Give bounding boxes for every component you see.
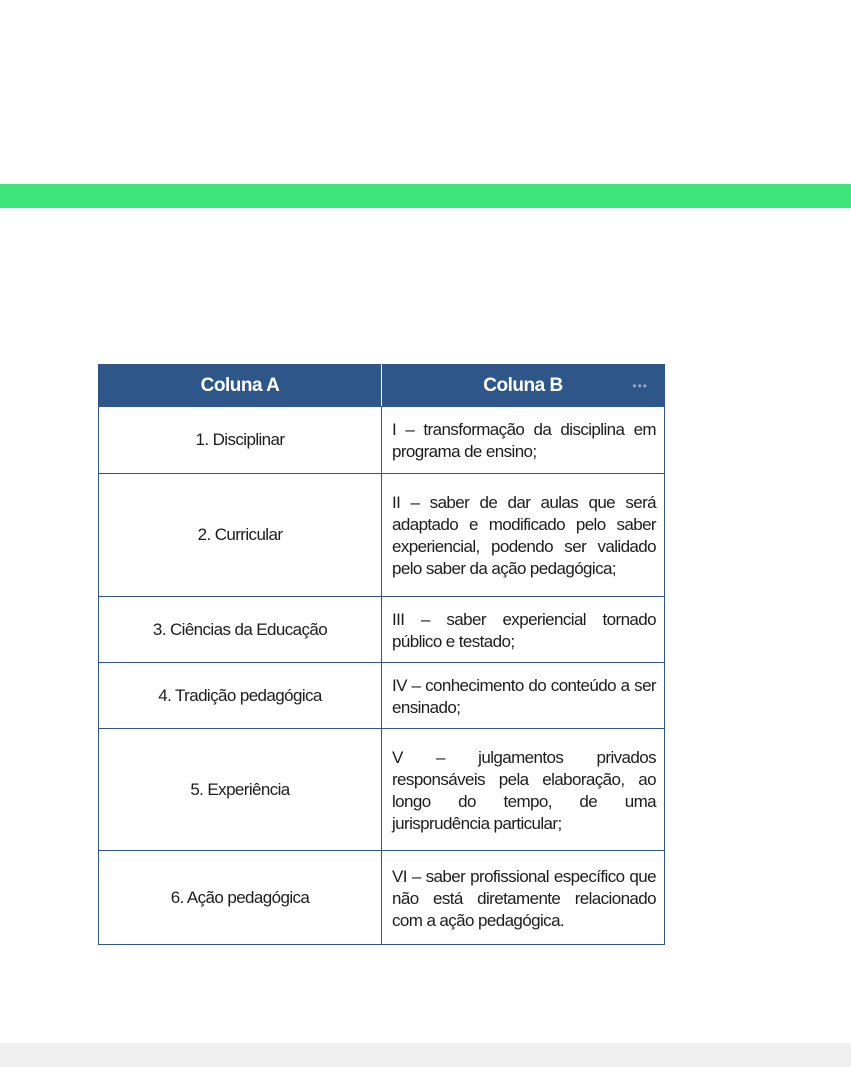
column-b-cell: IV – conhecimento do conteúdo a ser ensinado; xyxy=(382,663,665,729)
column-a-cell: 4. Tradição pedagógica xyxy=(99,663,382,729)
matching-table xyxy=(98,364,665,945)
table-row xyxy=(99,597,665,663)
column-a-cell: 1. Disciplinar xyxy=(99,407,382,474)
column-a-cell: 3. Ciências da Educação xyxy=(99,597,382,663)
column-b-cell: V – julgamentos privados responsáveis pela elaboração, ao longo do tempo, de uma jurisprudência particular; xyxy=(382,729,665,851)
column-a-header xyxy=(99,365,382,407)
column-b-cell: I – transformação da disciplina em programa de ensino; xyxy=(382,407,665,474)
table-row xyxy=(99,407,665,474)
column-b-cell: VI – saber profissional específico que não está diretamente relacionado com a ação pedagógica. xyxy=(382,851,665,945)
table-row xyxy=(99,474,665,597)
column-a-cell: 6. Ação pedagógica xyxy=(99,851,382,945)
column-a-header-label: Coluna A xyxy=(200,374,280,396)
column-b-cell: II – saber de dar aulas que será adaptado e modificado pelo saber experiencial, podendo ser validado pelo saber da ação pedagógica; xyxy=(382,474,665,597)
table-row xyxy=(99,729,665,851)
table-row xyxy=(99,851,665,945)
accent-bar xyxy=(0,184,851,208)
column-a-cell: 5. Experiência xyxy=(99,729,382,851)
column-a-cell: 2. Curricular xyxy=(99,474,382,597)
table-header-row xyxy=(99,365,665,407)
column-b-cell: III – saber experiencial tornado público e testado; xyxy=(382,597,665,663)
more-options-icon[interactable]: ••• xyxy=(632,379,648,393)
column-b-header-label: Coluna B xyxy=(483,374,563,396)
bottom-toolbar-strip xyxy=(0,1043,851,1067)
column-b-header xyxy=(382,365,665,407)
table-row xyxy=(99,663,665,729)
